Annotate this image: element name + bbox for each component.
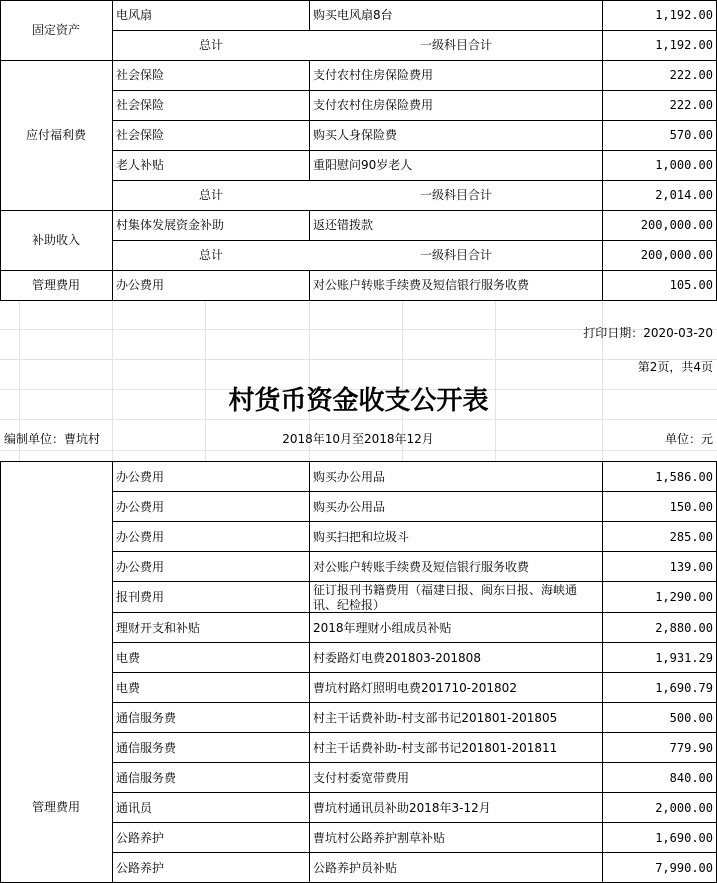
group-welfare-payable: 应付福利费 xyxy=(25,128,86,142)
table-cell-category: 老人补贴 xyxy=(116,158,165,172)
table-cell-desc: 村委路灯电费201803-201808 xyxy=(313,651,481,665)
table-cell-category: 村集体发展资金补助 xyxy=(116,218,225,232)
table-cell-amount: 200,000.00 xyxy=(640,248,713,262)
total-label: 总计 xyxy=(198,188,223,202)
table-cell-amount: 500.00 xyxy=(669,711,713,725)
table-cell-category: 社会保险 xyxy=(116,98,165,112)
table-cell-amount: 1,000.00 xyxy=(655,158,713,172)
group-management-fee: 管理费用 xyxy=(31,800,80,814)
table-cell-desc: 曹坑村通讯员补助2018年3-12月 xyxy=(313,801,491,815)
table-cell-desc: 购买办公用品 xyxy=(313,500,386,514)
table-cell-amount: 779.90 xyxy=(669,741,713,755)
table-cell-desc-line1: 征订报刊书籍费用（福建日报、闽东日报、海峡通 xyxy=(313,583,578,597)
table-cell-category: 报刊费用 xyxy=(116,590,165,604)
table-cell-amount: 570.00 xyxy=(669,128,713,142)
table-cell-amount: 1,192.00 xyxy=(655,8,713,22)
table-cell-amount: 1,192.00 xyxy=(655,38,713,52)
table-cell-category: 通信服务费 xyxy=(116,711,177,725)
table-cell-desc: 对公账户转账手续费及短信银行服务收费 xyxy=(313,278,530,292)
table-cell-amount: 105.00 xyxy=(669,278,713,292)
table-cell-desc: 2018年理财小组成员补贴 xyxy=(313,621,452,635)
subject-total-label: 一级科目合计 xyxy=(419,248,492,262)
page-title: 村货币资金收支公开表 xyxy=(228,386,489,416)
table-cell-amount: 1,931.29 xyxy=(655,651,713,665)
table-cell-desc: 购买电风扇8台 xyxy=(313,8,393,22)
table-cell-category: 社会保险 xyxy=(116,128,165,142)
table-cell-category: 公路养护 xyxy=(116,861,165,875)
table-cell-desc: 曹坑村公路养护割草补贴 xyxy=(313,831,446,845)
table-cell-amount: 285.00 xyxy=(669,530,713,544)
table-cell-category: 理财开支和补贴 xyxy=(116,621,201,635)
table-cell-category: 通讯员 xyxy=(116,801,153,815)
table-cell-category: 办公费用 xyxy=(116,560,165,574)
table-cell-desc: 支付村委宽带费用 xyxy=(313,771,410,785)
table-cell-amount: 1,690.79 xyxy=(655,681,713,695)
table-cell-amount: 2,880.00 xyxy=(655,621,713,635)
subject-total-label: 一级科目合计 xyxy=(419,188,492,202)
table-cell-amount: 2,000.00 xyxy=(655,801,713,815)
table-cell-amount: 200,000.00 xyxy=(640,218,713,232)
period: 2018年10月至2018年12月 xyxy=(282,432,434,446)
table-cell-category: 社会保险 xyxy=(116,68,165,82)
table-cell-amount: 840.00 xyxy=(669,771,713,785)
table-cell-amount: 7,990.00 xyxy=(655,861,713,875)
table-cell-category: 通信服务费 xyxy=(116,741,177,755)
table-cell-amount: 150.00 xyxy=(669,500,713,514)
table-cell-category: 办公费用 xyxy=(116,278,165,292)
unit-label: 编制单位：曹坑村 xyxy=(4,432,101,446)
table-cell-desc: 重阳慰问90岁老人 xyxy=(313,158,413,172)
table-cell-desc: 对公账户转账手续费及短信银行服务收费 xyxy=(313,560,530,574)
total-label: 总计 xyxy=(198,248,223,262)
table-cell-desc: 返还错拨款 xyxy=(313,218,374,232)
table-cell-category: 办公费用 xyxy=(116,500,165,514)
group-fixed-assets: 固定资产 xyxy=(31,23,80,37)
table-cell-desc-line2: 讯、纪检报） xyxy=(313,598,386,612)
table-cell-desc: 支付农村住房保险费用 xyxy=(313,98,434,112)
subject-total-label: 一级科目合计 xyxy=(419,38,492,52)
table-cell-amount: 1,690.00 xyxy=(655,831,713,845)
table-cell-category: 通信服务费 xyxy=(116,771,177,785)
table-cell-amount: 222.00 xyxy=(669,98,713,112)
table-cell-desc: 购买扫把和垃圾斗 xyxy=(313,530,410,544)
total-label: 总计 xyxy=(198,38,223,52)
group-management-fee: 管理费用 xyxy=(31,278,80,292)
table-cell-desc: 公路养护员补贴 xyxy=(313,861,398,875)
table-cell-category: 电风扇 xyxy=(116,8,153,22)
page-info: 第2页，共4页 xyxy=(637,360,713,374)
table-cell-category: 公路养护 xyxy=(116,831,165,845)
table-cell-desc: 村主干话费补助-村支部书记201801-201811 xyxy=(313,741,558,755)
table-cell-category: 电费 xyxy=(116,651,141,665)
table-cell-desc: 村主干话费补助-村支部书记201801-201805 xyxy=(313,711,558,725)
table-cell-category: 办公费用 xyxy=(116,530,165,544)
table-cell-desc: 购买人身保险费 xyxy=(313,128,398,142)
table-cell-amount: 1,290.00 xyxy=(655,590,713,604)
group-subsidy-income: 补助收入 xyxy=(31,233,80,247)
currency-unit: 单位：元 xyxy=(664,432,713,446)
table-cell-amount: 222.00 xyxy=(669,68,713,82)
table-cell-amount: 2,014.00 xyxy=(655,188,713,202)
table-cell-amount: 1,586.00 xyxy=(655,470,713,484)
table-cell-desc: 支付农村住房保险费用 xyxy=(313,68,434,82)
print-date: 打印日期：2020-03-20 xyxy=(583,326,713,340)
table-cell-desc: 曹坑村路灯照明电费201710-201802 xyxy=(313,681,517,695)
table-cell-category: 办公费用 xyxy=(116,470,165,484)
table-cell-desc: 购买办公用品 xyxy=(313,470,386,484)
table-cell-category: 电费 xyxy=(116,681,141,695)
table-cell-amount: 139.00 xyxy=(669,560,713,574)
